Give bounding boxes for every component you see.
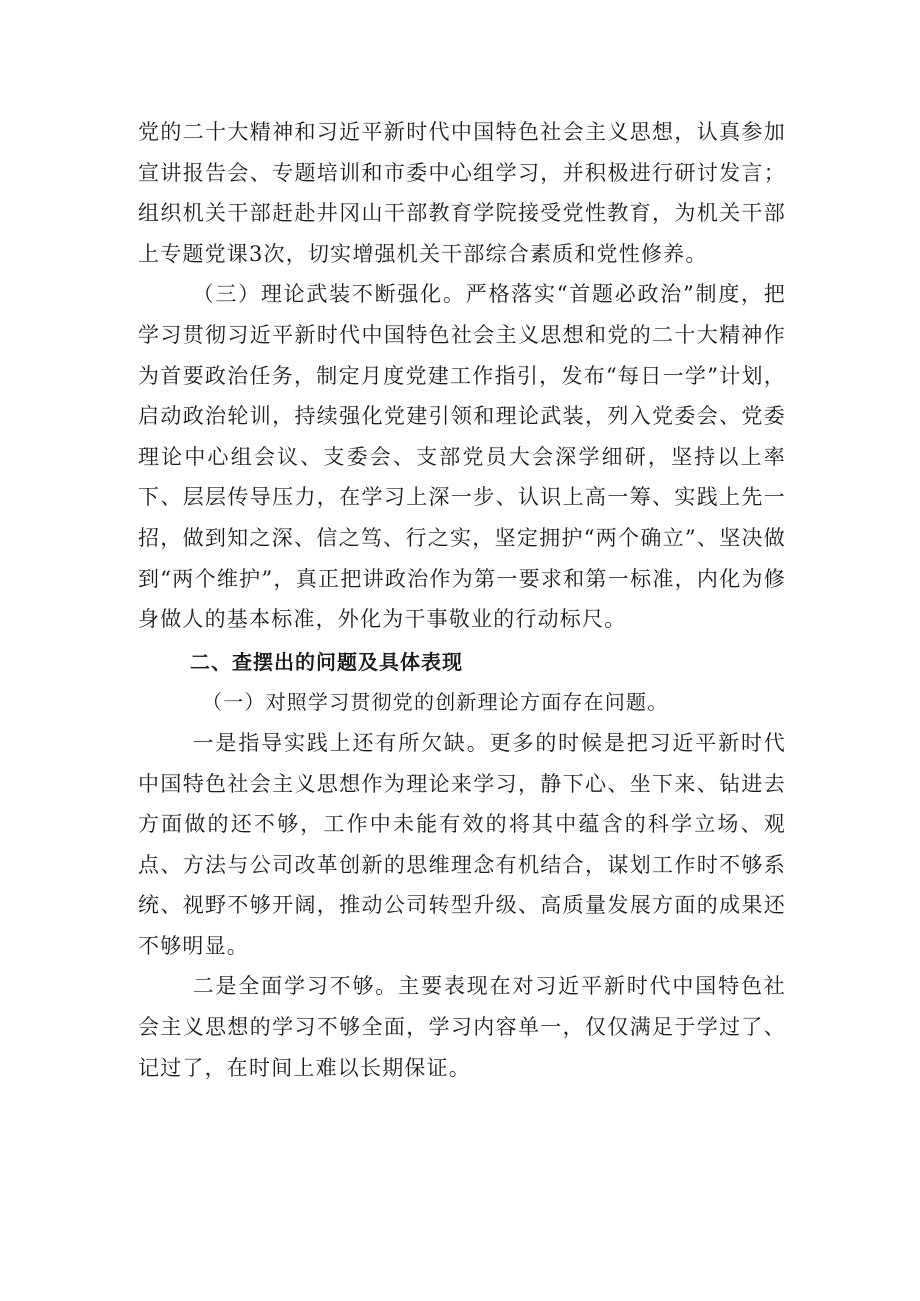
paragraph-practice-guidance: 一是指导实践上还有所欠缺。更多的时候是把习近平新时代中国特色社会主义思想作为理论来学习，静下心、坐下来、钻进去方面做的还不够，工作中未能有效的将其中蕴含的科学立场、观点、方法与公司改革创新的思维理念有机结合，谋划工作时不够系统、视野不够开阔，推动公司转型升级、高质量发展方面的成果还不够明显。 xyxy=(138,730,786,958)
document-page xyxy=(138,112,786,1088)
paragraph-theory-armament: （三）理论武装不断强化。严格落实“首题必政治”制度，把学习贯彻习近平新时代中国特色社会主义思想和党的二十大精神作为首要政治任务，制定月度党建工作指引，发布“每日一学”计划，启动政治轮训，持续强化党建引领和理论武装，列入党委会、党委理论中心组会议、支委会、支部党员大会深学细研，坚持以上率下、层层传导压力，在学习上深一步、认识上高一筹、实践上先一招，做到知之深、信之笃、行之实，坚定拥护“两个确立”、坚决做到“两个维护”，真正把讲政治作为第一要求和第一标准，内化为修身做人的基本标准，外化为干事敬业的行动标尺。 xyxy=(138,282,786,632)
paragraph-comprehensive-study: 二是全面学习不够。主要表现在对习近平新时代中国特色社会主义思想的学习不够全面，学习内容单一，仅仅满足于学过了、记过了，在时间上难以长期保证。 xyxy=(138,974,786,1080)
paragraph-continuation: 党的二十大精神和习近平新时代中国特色社会主义思想，认真参加宣讲报告会、专题培训和市委中心组学习，并积极进行研讨发言；组织机关干部赶赴井冈山干部教育学院接受党性教育，为机关干部上专题党课3次，切实增强机关干部综合素质和党性修养。 xyxy=(138,120,786,266)
subheading: （一）对照学习贯彻党的创新理论方面存在问题。 xyxy=(202,690,669,715)
section-heading: 二、查摆出的问题及具体表现 xyxy=(190,649,463,674)
